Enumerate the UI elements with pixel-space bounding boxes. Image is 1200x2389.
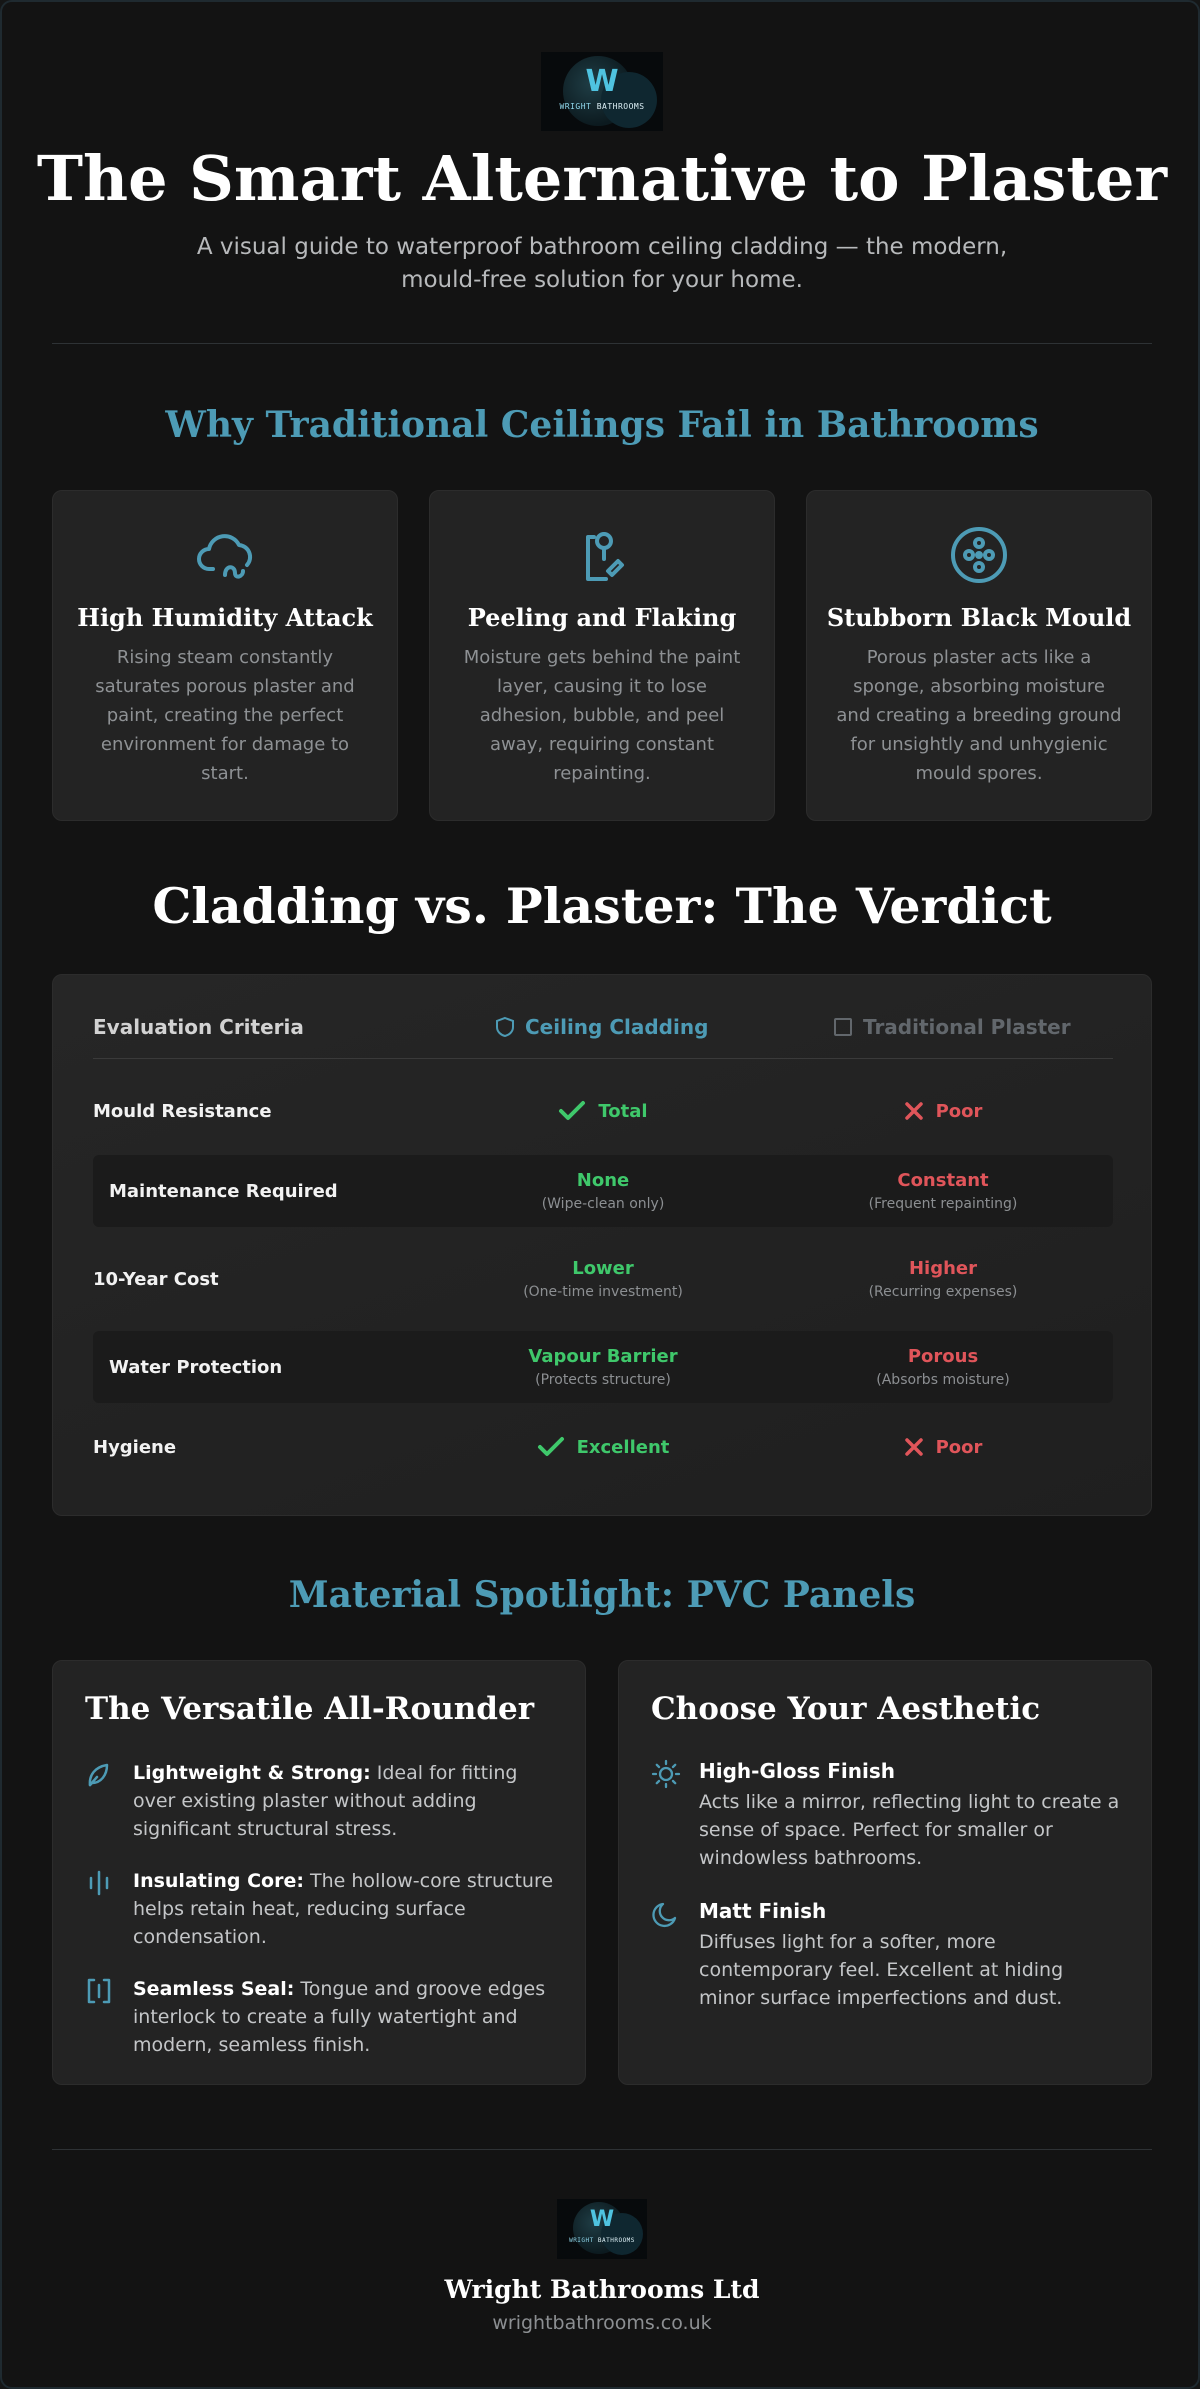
feature-item: Lightweight & Strong: Ideal for fitting over existing plaster without adding significant structural stress. bbox=[85, 1759, 557, 1843]
header-plaster: Traditional Plaster bbox=[833, 1015, 1071, 1039]
header-criteria: Evaluation Criteria bbox=[93, 1015, 304, 1039]
finish-option bbox=[651, 1897, 1123, 2012]
cloud-steam-icon bbox=[53, 525, 397, 585]
cladding-cell: None (Wipe-clean only) bbox=[541, 1170, 665, 1212]
table-row bbox=[93, 1331, 1113, 1403]
comparison-table bbox=[52, 974, 1152, 1516]
insulation-lines-icon bbox=[85, 1867, 133, 1951]
allrounder-title: The Versatile All-Rounder bbox=[85, 1691, 535, 1727]
cladding-cell: Excellent bbox=[453, 1411, 753, 1483]
table-row bbox=[93, 1243, 1113, 1315]
page-subtitle: A visual guide to waterproof bathroom ceiling cladding — the modern, mould-free solution for your home. bbox=[196, 234, 1008, 293]
sun-icon bbox=[651, 1757, 699, 1872]
divider bbox=[52, 2149, 1152, 2150]
problem-card bbox=[429, 490, 775, 821]
check-icon bbox=[537, 1436, 565, 1458]
row-criteria: 10-Year Cost bbox=[93, 1268, 219, 1290]
cross-icon bbox=[904, 1437, 924, 1457]
comparison-section-title: Cladding vs. Plaster: The Verdict bbox=[152, 877, 1052, 935]
row-criteria: Water Protection bbox=[109, 1356, 283, 1378]
cladding-cell: Lower (One-time investment) bbox=[523, 1258, 683, 1300]
problem-title: Peeling and Flaking bbox=[467, 603, 737, 632]
feature-item: Insulating Core: The hollow-core structure helps retain heat, reducing surface condensation. bbox=[85, 1867, 557, 1951]
moon-icon bbox=[651, 1897, 699, 2012]
mould-spores-icon bbox=[807, 525, 1151, 585]
problem-title: High Humidity Attack bbox=[77, 603, 373, 632]
problem-text: Moisture gets behind the paint layer, causing it to lose adhesion, bubble, and peel away, requiring constant repainting. bbox=[463, 647, 741, 784]
divider bbox=[52, 343, 1152, 344]
plaster-cell: Constant (Frequent repainting) bbox=[868, 1170, 1018, 1212]
allrounder-card bbox=[52, 1660, 586, 2085]
problem-card bbox=[806, 490, 1152, 821]
material-section-title: Material Spotlight: PVC Panels bbox=[288, 1574, 916, 1616]
cladding-cell: Vapour Barrier (Protects structure) bbox=[528, 1346, 678, 1388]
problem-title: Stubborn Black Mould bbox=[826, 603, 1132, 632]
problem-text: Rising steam constantly saturates porous plaster and paint, creating the perfect environment for damage to start. bbox=[95, 647, 355, 784]
footer-logo bbox=[557, 2199, 647, 2259]
plaster-cell: Higher (Recurring expenses) bbox=[868, 1258, 1018, 1300]
row-criteria: Hygiene bbox=[93, 1436, 177, 1458]
header-divider bbox=[93, 1058, 1113, 1059]
row-criteria: Mould Resistance bbox=[93, 1100, 272, 1122]
finish-title: Matt Finish bbox=[699, 1899, 827, 1923]
company-logo bbox=[541, 52, 663, 131]
peeling-paint-icon bbox=[430, 525, 774, 585]
table-row bbox=[93, 1075, 1113, 1147]
cross-icon bbox=[904, 1101, 924, 1121]
finish-option bbox=[651, 1757, 1123, 1872]
feather-icon bbox=[85, 1759, 133, 1843]
finish-title: High-Gloss Finish bbox=[699, 1759, 895, 1783]
finish-text: Acts like a mirror, reflecting light to create a sense of space. Perfect for smaller or windowless bathrooms. bbox=[699, 1791, 1120, 1869]
problem-card bbox=[52, 490, 398, 821]
finish-text: Diffuses light for a softer, more contemporary feel. Excellent at hiding minor surface imperfections and dust. bbox=[699, 1931, 1064, 2009]
check-icon bbox=[558, 1100, 586, 1122]
plaster-cell: Poor bbox=[793, 1075, 1093, 1147]
square-icon bbox=[833, 1017, 853, 1037]
footer-company-name: Wright Bathrooms Ltd bbox=[444, 2275, 760, 2304]
logo-wordmark: WRIGHT BATHROOMS bbox=[569, 2237, 635, 2244]
header-cladding: Ceiling Cladding bbox=[495, 1015, 708, 1039]
footer-website[interactable]: wrightbathrooms.co.uk bbox=[492, 2312, 712, 2334]
shield-icon bbox=[495, 1016, 515, 1038]
problem-text: Porous plaster acts like a sponge, absorbing moisture and creating a breeding ground for unsightly and unhygienic mould spores. bbox=[836, 647, 1122, 784]
logo-wordmark: WRIGHT BATHROOMS bbox=[559, 102, 645, 111]
page-title: The Smart Alternative to Plaster bbox=[36, 142, 1168, 215]
plaster-cell: Poor bbox=[793, 1411, 1093, 1483]
aesthetic-title: Choose Your Aesthetic bbox=[651, 1691, 1041, 1727]
aesthetic-card bbox=[618, 1660, 1152, 2085]
interlock-brackets-icon bbox=[85, 1975, 133, 2059]
table-row bbox=[93, 1155, 1113, 1227]
logo-mark: W bbox=[589, 2207, 615, 2232]
cladding-cell: Total bbox=[453, 1075, 753, 1147]
logo-mark: W bbox=[585, 64, 619, 99]
feature-item: Seamless Seal: Tongue and groove edges interlock to create a fully watertight and modern, seamless finish. bbox=[85, 1975, 557, 2059]
problems-section-title: Why Traditional Ceilings Fail in Bathrooms bbox=[165, 404, 1039, 446]
row-criteria: Maintenance Required bbox=[109, 1180, 338, 1202]
table-row bbox=[93, 1411, 1113, 1483]
plaster-cell: Porous (Absorbs moisture) bbox=[876, 1346, 1010, 1388]
